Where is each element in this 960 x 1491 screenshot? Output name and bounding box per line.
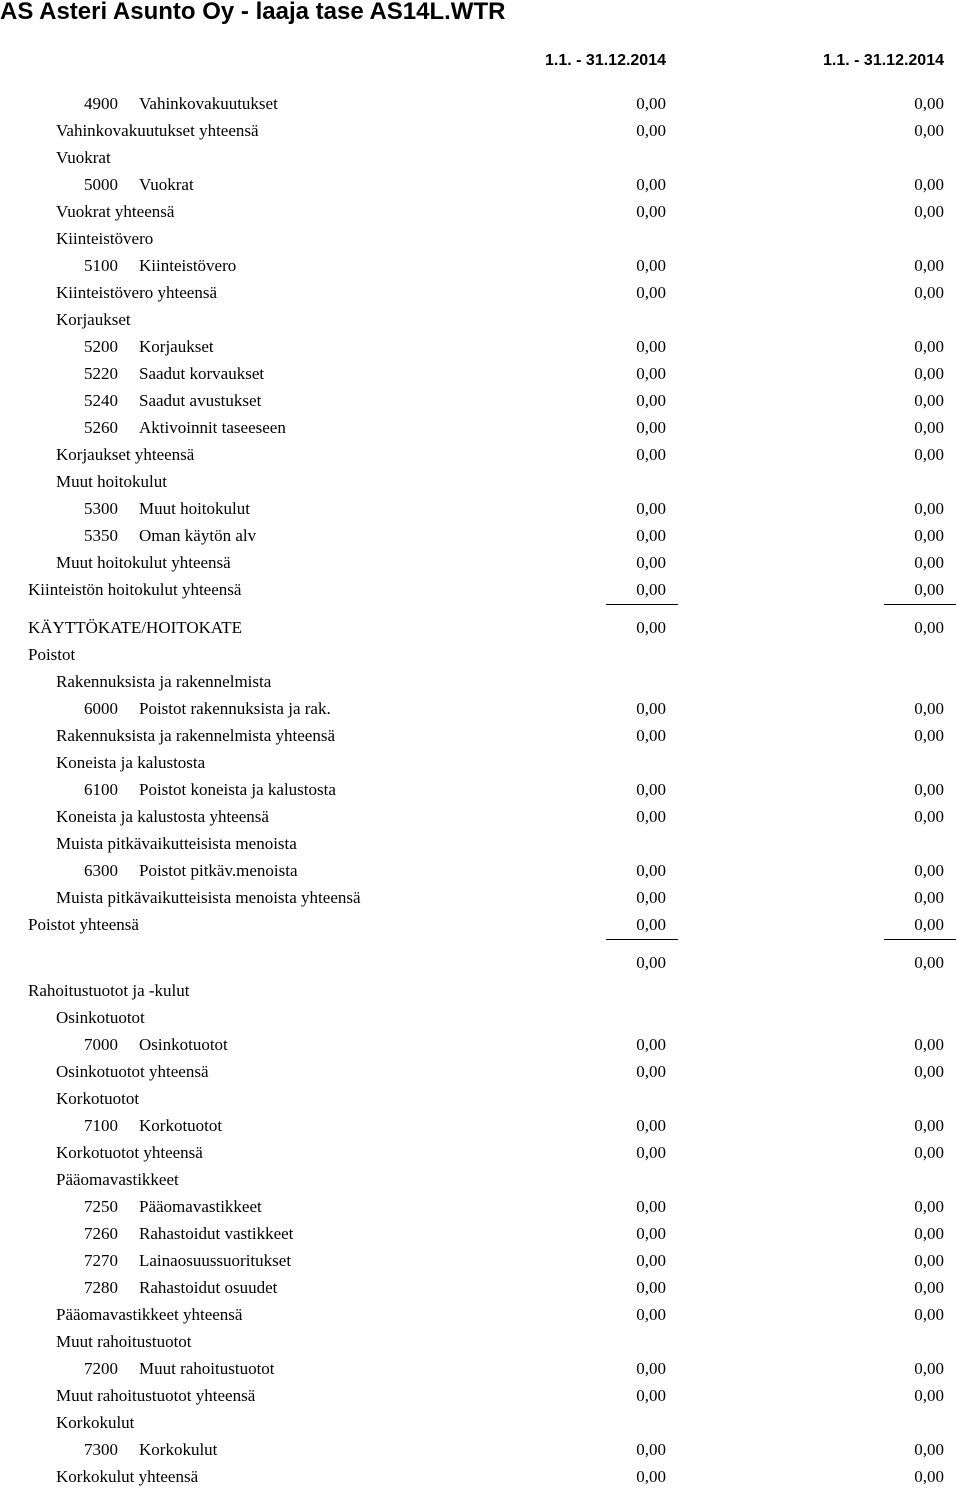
account-row <box>0 333 960 360</box>
value-current: 0,00 <box>636 364 666 383</box>
account-number: 5260 <box>84 418 118 437</box>
row-label: Korkotuotot yhteensä <box>56 1143 203 1162</box>
value-current: 0,00 <box>636 1035 666 1054</box>
section-row <box>0 1058 960 1085</box>
account-name: Oman käytön alv <box>139 526 257 545</box>
account-row <box>0 360 960 387</box>
value-current: 0,00 <box>636 1359 666 1378</box>
section-row <box>0 549 960 576</box>
row-label: Korkokulut yhteensä <box>56 1467 199 1486</box>
value-current: 0,00 <box>636 618 666 637</box>
value-current: 0,00 <box>636 1467 666 1486</box>
account-row <box>0 695 960 722</box>
row-label: Korjaukset <box>56 310 131 329</box>
row-label: Muut hoitokulut <box>56 472 167 491</box>
value-previous: 0,00 <box>914 499 944 518</box>
value-current: 0,00 <box>636 391 666 410</box>
account-row <box>0 1031 960 1058</box>
account-name: Korjaukset <box>139 337 214 356</box>
section-row <box>0 949 960 976</box>
account-name: Rahastoidut osuudet <box>139 1278 278 1297</box>
account-name: Rahastoidut vastikkeet <box>139 1224 294 1243</box>
account-name: Aktivoinnit taseeseen <box>139 418 286 437</box>
row-label: Muista pitkävaikutteisista menoista yhteensä <box>56 888 361 907</box>
value-previous: 0,00 <box>914 1224 944 1243</box>
value-previous: 0,00 <box>914 256 944 275</box>
row-label: Pääomavastikkeet <box>56 1170 179 1189</box>
section-row <box>0 614 960 641</box>
row-label: Korkokulut <box>56 1413 135 1432</box>
section-row <box>0 977 960 1004</box>
account-number: 7250 <box>84 1197 118 1216</box>
account-name: Korkotuotot <box>139 1116 223 1135</box>
account-name: Saadut avustukset <box>139 391 262 410</box>
value-previous: 0,00 <box>914 1440 944 1459</box>
value-current: 0,00 <box>636 1116 666 1135</box>
account-name: Pääomavastikkeet <box>139 1197 262 1216</box>
account-row <box>0 1436 960 1463</box>
row-label: Vuokrat yhteensä <box>56 202 175 221</box>
row-label: Vuokrat <box>56 148 111 167</box>
account-row <box>0 857 960 884</box>
account-row <box>0 522 960 549</box>
value-current: 0,00 <box>636 780 666 799</box>
value-previous: 0,00 <box>914 726 944 745</box>
section-row <box>0 225 960 252</box>
value-current: 0,00 <box>636 1440 666 1459</box>
section-row <box>0 144 960 171</box>
row-label: Rakennuksista ja rakennelmista <box>56 672 272 691</box>
row-label: Pääomavastikkeet yhteensä <box>56 1305 243 1324</box>
value-current: 0,00 <box>636 175 666 194</box>
value-previous: 0,00 <box>914 526 944 545</box>
value-current: 0,00 <box>636 256 666 275</box>
account-number: 5300 <box>84 499 118 518</box>
value-previous: 0,00 <box>914 1035 944 1054</box>
account-name: Poistot pitkäv.menoista <box>139 861 298 880</box>
value-previous: 0,00 <box>914 391 944 410</box>
value-current: 0,00 <box>636 553 666 572</box>
account-row <box>0 414 960 441</box>
value-previous: 0,00 <box>914 888 944 907</box>
value-previous: 0,00 <box>914 915 944 934</box>
value-previous: 0,00 <box>914 780 944 799</box>
section-row <box>0 1382 960 1409</box>
value-previous: 0,00 <box>914 337 944 356</box>
total-rule-previous <box>884 604 956 605</box>
row-label: Muut rahoitustuotot <box>56 1332 192 1351</box>
value-previous: 0,00 <box>914 1386 944 1405</box>
account-number: 6100 <box>84 780 118 799</box>
value-current: 0,00 <box>636 499 666 518</box>
value-previous: 0,00 <box>914 553 944 572</box>
account-row <box>0 1247 960 1274</box>
account-name: Poistot rakennuksista ja rak. <box>139 699 331 718</box>
account-number: 7200 <box>84 1359 118 1378</box>
row-label: Korjaukset yhteensä <box>56 445 195 464</box>
value-current: 0,00 <box>636 418 666 437</box>
section-row <box>0 441 960 468</box>
row-label: Muista pitkävaikutteisista menoista <box>56 834 297 853</box>
section-row <box>0 1004 960 1031</box>
value-previous: 0,00 <box>914 283 944 302</box>
value-previous: 0,00 <box>914 807 944 826</box>
value-current: 0,00 <box>636 726 666 745</box>
account-row <box>0 1193 960 1220</box>
account-row <box>0 1274 960 1301</box>
value-previous: 0,00 <box>914 1359 944 1378</box>
value-previous: 0,00 <box>914 861 944 880</box>
value-current: 0,00 <box>636 1305 666 1324</box>
value-previous: 0,00 <box>914 175 944 194</box>
account-name: Saadut korvaukset <box>139 364 265 383</box>
section-row <box>0 722 960 749</box>
value-current: 0,00 <box>636 861 666 880</box>
section-row <box>0 1301 960 1328</box>
section-row <box>0 1328 960 1355</box>
row-label: Koneista ja kalustosta <box>56 753 206 772</box>
value-current: 0,00 <box>636 699 666 718</box>
value-previous: 0,00 <box>914 1116 944 1135</box>
row-label: Kiinteistön hoitokulut yhteensä <box>28 580 242 599</box>
row-label: Koneista ja kalustosta yhteensä <box>56 807 269 826</box>
account-number: 5200 <box>84 337 118 356</box>
row-label: Korkotuotot <box>56 1089 140 1108</box>
value-current: 0,00 <box>636 915 666 934</box>
value-current: 0,00 <box>636 1386 666 1405</box>
value-previous: 0,00 <box>914 1305 944 1324</box>
total-rule-previous <box>884 939 956 940</box>
value-current: 0,00 <box>636 1197 666 1216</box>
account-row <box>0 1220 960 1247</box>
value-current: 0,00 <box>636 1278 666 1297</box>
section-row <box>0 749 960 776</box>
value-previous: 0,00 <box>914 1278 944 1297</box>
account-number: 7000 <box>84 1035 118 1054</box>
value-current: 0,00 <box>636 445 666 464</box>
value-current: 0,00 <box>636 888 666 907</box>
account-name: Vuokrat <box>139 175 194 194</box>
section-row <box>0 1139 960 1166</box>
value-previous: 0,00 <box>914 1197 944 1216</box>
row-label: Kiinteistövero yhteensä <box>56 283 217 302</box>
account-name: Muut hoitokulut <box>139 499 250 518</box>
account-name: Lainaosuussuoritukset <box>139 1251 292 1270</box>
value-previous: 0,00 <box>914 1143 944 1162</box>
section-row <box>0 1409 960 1436</box>
value-current: 0,00 <box>636 202 666 221</box>
account-number: 7260 <box>84 1224 118 1243</box>
value-current: 0,00 <box>636 580 666 599</box>
account-number: 5000 <box>84 175 118 194</box>
row-label: Muut rahoitustuotot yhteensä <box>56 1386 256 1405</box>
account-name: Osinkotuotot <box>139 1035 228 1054</box>
period-header-current: 1.1. - 31.12.2014 <box>545 52 666 69</box>
section-row <box>0 576 960 603</box>
value-current: 0,00 <box>636 1143 666 1162</box>
value-current: 0,00 <box>636 1062 666 1081</box>
section-row <box>0 117 960 144</box>
value-previous: 0,00 <box>914 202 944 221</box>
account-name: Muut rahoitustuotot <box>139 1359 275 1378</box>
account-number: 5220 <box>84 364 118 383</box>
value-current: 0,00 <box>636 283 666 302</box>
row-label: Osinkotuotot yhteensä <box>56 1062 209 1081</box>
value-previous: 0,00 <box>914 1467 944 1486</box>
account-row <box>0 171 960 198</box>
account-row <box>0 90 960 117</box>
section-row <box>0 468 960 495</box>
section-row <box>0 1463 960 1490</box>
value-previous: 0,00 <box>914 418 944 437</box>
account-number: 7300 <box>84 1440 118 1459</box>
row-label: Poistot <box>28 645 76 664</box>
report-title: AS Asteri Asunto Oy - laaja tase AS14L.WTR <box>0 0 506 25</box>
row-label: Poistot yhteensä <box>28 915 139 934</box>
value-previous: 0,00 <box>914 94 944 113</box>
row-label: Muut hoitokulut yhteensä <box>56 553 231 572</box>
value-current: 0,00 <box>636 953 666 972</box>
section-row <box>0 1085 960 1112</box>
account-name: Kiinteistövero <box>139 256 237 275</box>
account-number: 6000 <box>84 699 118 718</box>
total-rule-current <box>606 939 678 940</box>
row-label: Kiinteistövero <box>56 229 154 248</box>
row-label: Vahinkovakuutukset yhteensä <box>56 121 259 140</box>
section-row <box>0 641 960 668</box>
section-row <box>0 306 960 333</box>
value-current: 0,00 <box>636 94 666 113</box>
account-row <box>0 776 960 803</box>
value-previous: 0,00 <box>914 1251 944 1270</box>
section-row <box>0 911 960 938</box>
row-label: Rakennuksista ja rakennelmista yhteensä <box>56 726 335 745</box>
value-current: 0,00 <box>636 1251 666 1270</box>
value-previous: 0,00 <box>914 580 944 599</box>
account-number: 5100 <box>84 256 118 275</box>
value-current: 0,00 <box>636 337 666 356</box>
value-current: 0,00 <box>636 526 666 545</box>
section-row <box>0 198 960 225</box>
account-number: 4900 <box>84 94 118 113</box>
total-rule-current <box>606 604 678 605</box>
value-current: 0,00 <box>636 1224 666 1243</box>
section-row <box>0 884 960 911</box>
value-current: 0,00 <box>636 121 666 140</box>
section-row <box>0 830 960 857</box>
value-previous: 0,00 <box>914 618 944 637</box>
account-name: Vahinkovakuutukset <box>139 94 278 113</box>
account-name: Korkokulut <box>139 1440 218 1459</box>
account-number: 7270 <box>84 1251 118 1270</box>
section-row <box>0 668 960 695</box>
account-number: 5350 <box>84 526 118 545</box>
row-label: Rahoitustuotot ja -kulut <box>28 981 190 1000</box>
section-row <box>0 803 960 830</box>
value-previous: 0,00 <box>914 953 944 972</box>
value-previous: 0,00 <box>914 121 944 140</box>
period-header-previous: 1.1. - 31.12.2014 <box>823 52 944 69</box>
section-row <box>0 1166 960 1193</box>
account-name: Poistot koneista ja kalustosta <box>139 780 336 799</box>
value-current: 0,00 <box>636 807 666 826</box>
account-number: 7100 <box>84 1116 118 1135</box>
value-previous: 0,00 <box>914 445 944 464</box>
account-number: 7280 <box>84 1278 118 1297</box>
account-row <box>0 387 960 414</box>
account-row <box>0 252 960 279</box>
section-row <box>0 279 960 306</box>
row-label: Osinkotuotot <box>56 1008 145 1027</box>
account-row <box>0 1355 960 1382</box>
value-previous: 0,00 <box>914 1062 944 1081</box>
account-number: 6300 <box>84 861 118 880</box>
value-previous: 0,00 <box>914 699 944 718</box>
account-number: 5240 <box>84 391 118 410</box>
value-previous: 0,00 <box>914 364 944 383</box>
account-row <box>0 1112 960 1139</box>
row-label: KÄYTTÖKATE/HOITOKATE <box>28 618 243 637</box>
account-row <box>0 495 960 522</box>
